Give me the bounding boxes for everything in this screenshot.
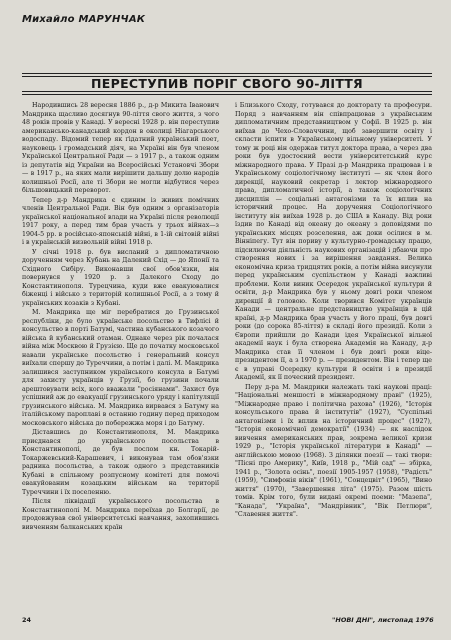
title-rule-top bbox=[22, 73, 432, 74]
magazine-footer: "НОВІ ДНІ", листопад 1976 bbox=[332, 616, 434, 624]
left-column bbox=[22, 102, 219, 604]
paragraph: У січні 1918 р. був висланий з дипломатичною дорученням через Кубань на Далекий Схід — до Японії та Східного Сибіру. Виконавши свої обов'язки, він повернувся у 1920 р. з Далекого Сходу до Константинополя. Турецчина, куди вже евакуювалися біженці і військо з територій колишньої Росії, а з тому й українських козаків з Кубані. bbox=[22, 248, 219, 307]
paragraph: і Близького Сходу, готувався до докторату та професури. Поряд з навчанням він співпрацював з українським дипломатичним представництвом у Софії. В 1925 р. він виїхав до Чехо-Словаччини, щоб завершити освіту і скласти іспити в Українському вільному університеті. У тому ж році він одержав титул доктора права, а через два роки був удостоєний вести університетський курс міжнародного права. У Празі д-р Мандрика працював і в Українському соціологічному інституті — як член його дирекції, науковий секретар і лектор міжнародного права, дипломатичної історії, а також соціологічних дисциплін — соціальні антагонізми та їх вплив на історичний процес. На доручення Соціологічного інституту він виїхав 1928 р. до США в Канаду. Від роки їздив по Канаді від океану до океану з доповідями по українських місцях розселення, аж доки осілися в м. Вінніпегу. Тут він пориву у культурно-громадську працю, підсилюючи діяльність наукових організацій і дбаючи про створення нових і за вирішення завдання. Велика економічна криза тридцятих років, а потім війна висунули перед українським суспільством у Канаді важливі проблеми. Коли виник Осередок української культури й освіти, д-р Мандрика був у ньому довгі роки членом дирекції й головою. Коли творився Комітет українців Канади — центральне представництво українців в цій країні, д-р Мандрика брав участь у його праці, був довгі роки (до сорока 85-ліття) в складі його президії. Коли з Європи прийшли до Канади ідея Української вільної академії наук і була створена Академія на Канаду, д-р Мандрика став її членом і був довгі роки віце-президентом її, а з 1970 р. — президентом. Він і тепер ще є в управі Осередку культури й освіти і в президії Академії, як її почесний президент. bbox=[235, 102, 432, 381]
author-name: Михайло МАРУНЧАК bbox=[22, 14, 146, 25]
paragraph: Народившись 28 вересня 1886 р., д-р Микита Іванович Мандрика щасливо досягнув 90-ліття свого життя, з чого 48 років провів у Канаді. У вересні 1928 р. він переступив американсько-канадський кордон в околиці Ніагарського водоспаду. Відомий тепер як ґідатний український поет, науковець і громадський діяч, на Україні він був членом Української Центральної Ради — з 1917 р., а також одним із депутатів від України на Всеросійські Установчі Збори — в 1917 р., на яких мали вирішити дальшу долю народів колишньої Росії, але ті Збори не могли відбутися через більшовицький переворот. bbox=[22, 102, 219, 194]
title-rule-bottom bbox=[22, 94, 432, 95]
paragraph: Тепер д-р Мандрика є єдиним із живих помічних членів Центральної Ради. Він був одним з організаторів української національної влади на Україні після революції 1917 року, а перед тим брав участь у трьох війнах—з 1904-5 рр. в російсько-японській війні, в 1-ій світовій війні і в українській визвольній війні 1918 р. bbox=[22, 196, 219, 246]
paragraph: Діставшись до Константинополя, М. Мандрика приєднався до українського посольства в Константинополі, де був послом кн. Токарій-Токаржевський-Карашевич, і виконував там обов'язки радника посольства, а також одного з представників Кубані в спільному розпусному комітеті для помочі евакуйованим козацьким військам на території Туреччини і їх поселенню. bbox=[22, 429, 219, 496]
paragraph: М. Мандрика ще міг перебратися до Грузинської республіки, де було українське посольство в Тифлісі й консульство в порті Батумі, частина кубанського козачого війська й кубанський отаман. Однаке через рік почалася війна між Москвою й Грузією. Ще до початку московської навали українське посольство і генеральний консул виїхали спершу до Туреччини, а потім і далі. М. Мандрика залишився заступником українського консула в Батумі для захисту українців у Грузії, бо грузини почали арештовувати всіх, кого вважали "росіянами". Захист був успішний аж до евакуації грузинського уряду і капітуляції грузинського війська. М. Мандрика вирвався з Батуму на італійському пароплаві в останню годину перед приходом московського війська до побережжа моря і до Батуму. bbox=[22, 309, 219, 427]
page-number: 24 bbox=[22, 616, 32, 624]
right-column bbox=[235, 102, 432, 604]
article-title: ПЕРЕСТУПИВ ПОРІГ СВОГО 90-ЛІТТЯ bbox=[91, 76, 363, 91]
title-rule-bottom-inner bbox=[22, 91, 432, 92]
paragraph: Перу д-ра М. Мандрики належать такі наукові праці: "Національні меншості в міжнародному праві" (1925), "Міжнародне право і політична рахова" (1926), "Історія консульського права й інститутів" (1927), "Суспільні антагонізми і їх вплив на історичний процес" (1927), "Історія економічної демократії" (1934) — як наслідок вивчення американських прав, зокрема великої кризи 1929 р., "Історія української літератури в Канаді" — англійською мовою (1968). З ділянки поезії — такі твори: "Пісні про Америку", Київ, 1918 р., "Мій сад" — збірка, 1941 р., "Золота осінь", поезії 1905-1957 (1958), "Радість" (1959), "Симфонія віків" (1961), "Сонцецвіт" (1965), "Вино життя" (1970), "Завершення літа" (1975). Разом шість томів. Крім того, були видані окремі поеми: "Мазепа", "Канада", "Україна", "Мандрівник", "Вік Петлюри", "Славення життя". bbox=[235, 383, 432, 518]
paragraph: Після ліквідації українського посольства в Константинополі М. Мандрика переїхав до Болгарії, де продовжував свої університетські навчання, захопившись вивченням балканських країн bbox=[22, 498, 219, 531]
